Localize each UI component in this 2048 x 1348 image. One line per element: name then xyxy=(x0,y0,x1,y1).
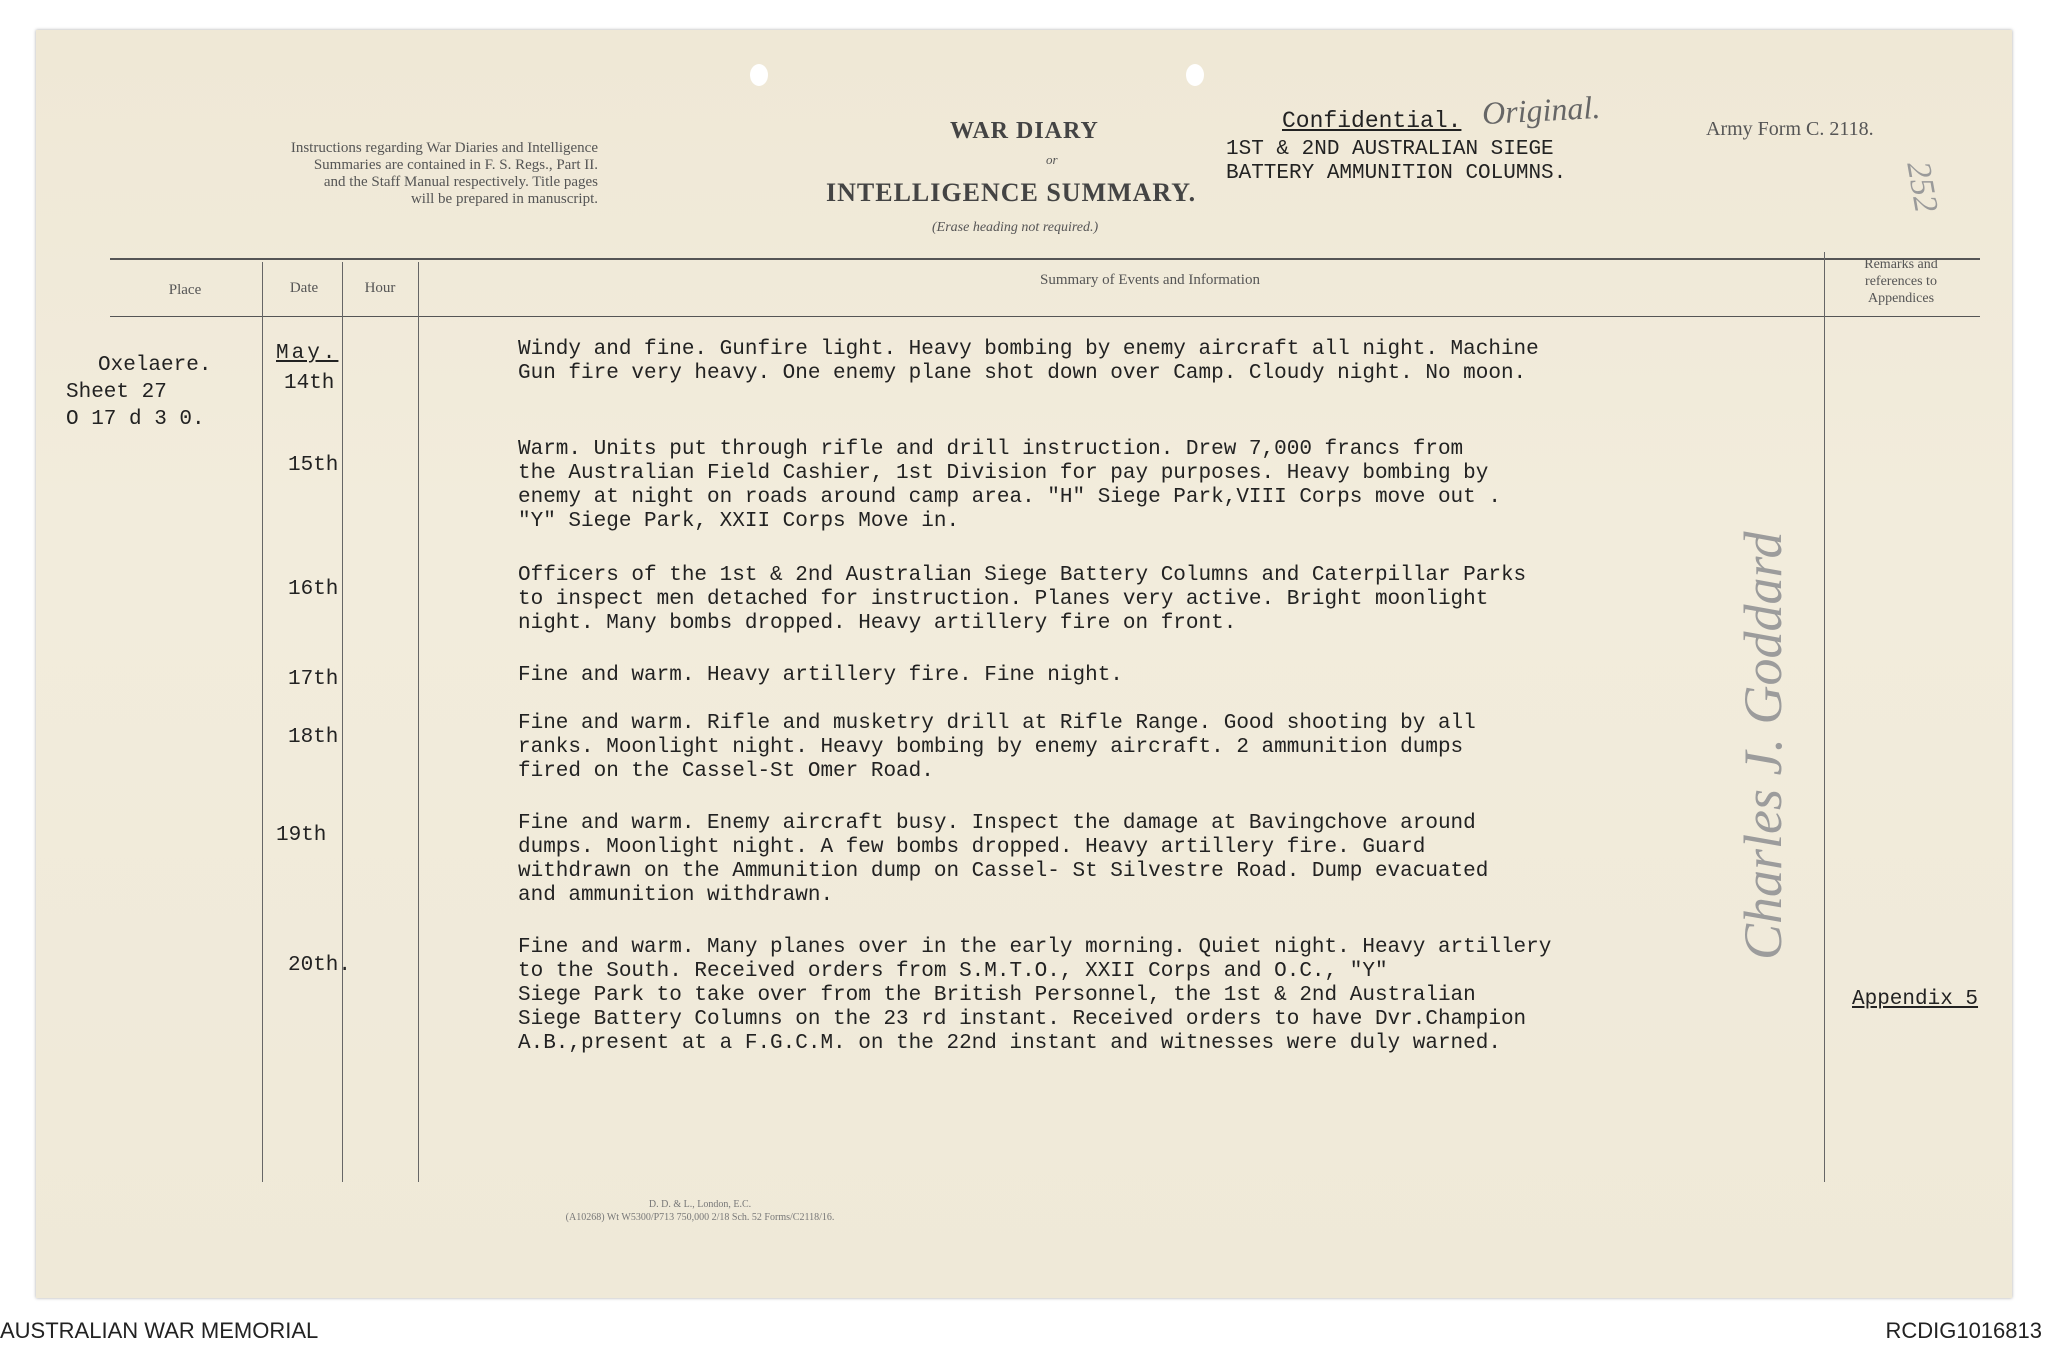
map-sheet: Sheet 27 xyxy=(66,381,167,404)
punch-hole xyxy=(750,64,768,86)
column-divider xyxy=(1824,252,1825,1182)
confidential-stamp: Confidential. xyxy=(1282,108,1462,134)
place-name: Oxelaere. xyxy=(98,354,212,377)
diary-entry: Windy and fine. Gunfire light. Heavy bombing by enemy aircraft all night. Machine Gun fire very heavy. One enemy plane shot down over Camp. Cloudy night. No moon. xyxy=(518,338,1539,385)
remarks-header-line: references to xyxy=(1865,274,1937,289)
diary-entry: Fine and warm. Heavy artillery fire. Fine night. xyxy=(518,664,1123,687)
unit-name xyxy=(1226,138,1566,186)
instructions-note xyxy=(118,140,598,208)
punch-hole xyxy=(1186,64,1204,86)
signature: Charles J. Goddard xyxy=(1733,531,1793,960)
instructions-line: and the Staff Manual respectively. Title pages xyxy=(323,174,598,190)
appendix-reference: Appendix 5 xyxy=(1852,988,1979,1011)
form-subtitle: INTELLIGENCE SUMMARY. xyxy=(826,178,1197,207)
diary-entry: Fine and warm. Rifle and musketry drill at Rifle Range. Good shooting by all ranks. Moonlight night. Heavy bombing by enemy aircraft. 2 ammunition dumps fired on the Cassel-St Omer Road. xyxy=(518,712,1476,783)
column-divider xyxy=(262,262,263,1182)
printer-imprint xyxy=(490,1198,910,1224)
column-divider xyxy=(342,262,343,1182)
diary-entry: Officers of the 1st & 2nd Australian Siege Battery Columns and Caterpillar Parks to inspect men detached for instruction. Planes very active. Bright moonlight night. Many bombs dropped. Heavy artillery fire on front. xyxy=(518,564,1527,635)
diary-entry: Fine and warm. Enemy aircraft busy. Inspect the damage at Bavingchove around dumps. Moonlight night. A few bombs dropped. Heavy artillery fire. Guard withdrawn on the Ammunition dump on Cassel- St Silvestre Road. Dump evacuated and ammunition withdrawn. xyxy=(518,812,1489,907)
diary-entry: Fine and warm. Many planes over in the early morning. Quiet night. Heavy artillery to the South. Received orders from S.M.T.O., XXII Corps and O.C., "Y" Siege Park to take over from the British Personnel, the 1st & 2nd Australian Siege Battery Columns on the 23 rd instant. Received orders to have Dvr.Champion A.B.,present at a F.G.C.M. on the 22nd instant and witnesses were duly warned. xyxy=(518,936,1552,1055)
entry-date: 16th xyxy=(288,578,339,601)
form-title-or: or xyxy=(1046,152,1058,167)
entry-date: 17th xyxy=(288,668,339,691)
table-top-rule xyxy=(110,258,1980,260)
unit-line: BATTERY AMMUNITION COLUMNS. xyxy=(1226,162,1567,185)
entry-date: 15th xyxy=(288,454,339,477)
form-title: WAR DIARY xyxy=(950,118,1099,144)
page-number-handwriting: 252 xyxy=(1899,158,1945,216)
printer-line: D. D. & L., London, E.C. xyxy=(648,1199,752,1210)
instructions-line: Summaries are contained in F. S. Regs., Part II. xyxy=(313,157,598,173)
unit-line: 1ST & 2ND AUSTRALIAN SIEGE xyxy=(1226,138,1554,161)
column-header-hour: Hour xyxy=(364,280,396,296)
entry-date: 20th. xyxy=(288,954,352,977)
month-label: May. xyxy=(276,342,339,365)
place-cell xyxy=(66,352,211,433)
column-divider xyxy=(418,262,419,1182)
column-header-date: Date xyxy=(289,280,319,296)
diary-entry: Warm. Units put through rifle and drill instruction. Drew 7,000 francs from the Australian Field Cashier, 1st Division for pay purposes. Heavy bombing by enemy at night on roads around camp area. "H" Siege Park,VIII Corps move out . "Y" Siege Park, XXII Corps Move in. xyxy=(518,438,1501,533)
remarks-header-line: Appendices xyxy=(1867,291,1935,306)
original-handwriting: Original. xyxy=(1481,88,1602,132)
archive-id: RCDIG1016813 xyxy=(1885,1318,2042,1343)
instructions-line: will be prepared in manuscript. xyxy=(410,191,598,207)
table-header-rule xyxy=(110,316,1980,317)
army-form-number: Army Form C. 2118. xyxy=(1706,118,1874,140)
entry-date: 18th xyxy=(288,726,339,749)
erase-note: (Erase heading not required.) xyxy=(932,220,1099,235)
column-header-remarks xyxy=(1830,256,1972,307)
map-reference: O 17 d 3 0. xyxy=(66,408,205,431)
printer-line: (A10268) Wt W5300/P713 750,000 2/18 Sch. 52 Forms/C2118/16. xyxy=(565,1212,835,1223)
column-header-summary: Summary of Events and Information xyxy=(1040,272,1260,288)
remarks-header-line: Remarks and xyxy=(1864,257,1938,272)
instructions-line: Instructions regarding War Diaries and Intelligence xyxy=(290,140,598,156)
archive-credit: AUSTRALIAN WAR MEMORIAL xyxy=(0,1318,319,1343)
entry-date: 19th xyxy=(276,824,327,847)
column-header-place: Place xyxy=(168,282,202,298)
entry-date: 14th xyxy=(284,372,335,395)
